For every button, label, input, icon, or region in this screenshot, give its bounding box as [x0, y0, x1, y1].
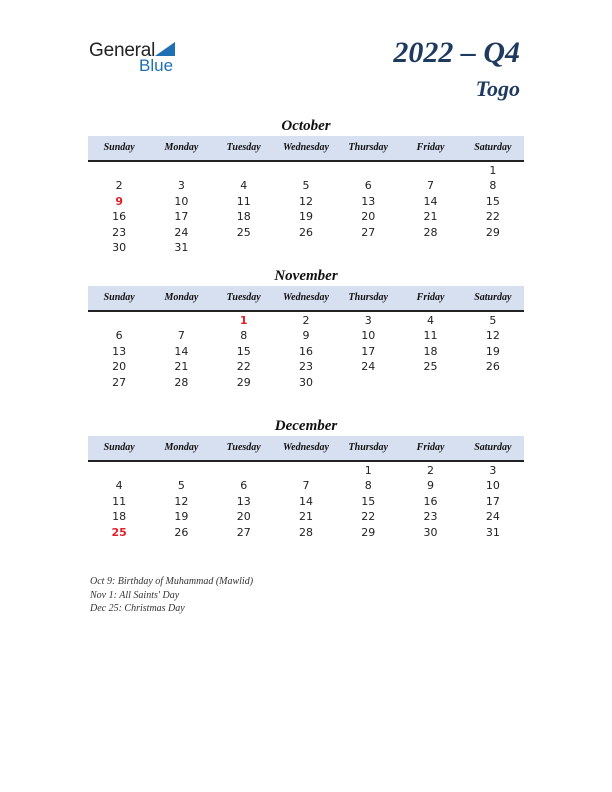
date-cell: 13 — [236, 494, 251, 508]
date-cell: 10 — [361, 329, 376, 343]
date-cell: 12 — [174, 494, 189, 508]
date-cell: 1 — [489, 164, 497, 177]
date-cell: 16 — [423, 494, 438, 508]
week-row — [88, 194, 524, 209]
weekday-label: Wednesday — [283, 142, 329, 153]
date-cell: 16 — [298, 344, 313, 358]
month-calendar-october — [88, 116, 524, 255]
page-title: 2022 – Q4 — [393, 36, 520, 69]
weekday-label: Sunday — [103, 292, 135, 303]
date-cell — [462, 240, 524, 255]
date-cell: 22 — [361, 510, 376, 524]
date-cell: 31 — [174, 240, 189, 254]
date-cell: 21 — [423, 210, 438, 224]
date-cell: 22 — [236, 360, 251, 374]
week-row — [88, 178, 524, 193]
weekday-label: Friday — [416, 442, 445, 453]
date-cell: 5 — [489, 314, 497, 327]
month-calendar-december — [88, 416, 524, 540]
week-row — [88, 240, 524, 255]
date-cell: 11 — [423, 329, 438, 343]
date-cell: 18 — [112, 510, 127, 524]
date-cell: 26 — [485, 360, 500, 374]
date-cell — [150, 163, 212, 178]
date-cell: 9 — [427, 479, 435, 493]
week-row — [88, 225, 524, 240]
holiday-note: Oct 9: Birthday of Muhammad (Mawlid) — [90, 576, 254, 587]
week-row — [88, 209, 524, 224]
weekday-label: Saturday — [474, 292, 512, 303]
date-cell: 14 — [298, 494, 313, 508]
date-cell: 17 — [361, 344, 376, 358]
weekday-label: Friday — [416, 142, 445, 153]
month-title: December — [274, 418, 338, 434]
date-cell: 5 — [177, 479, 185, 493]
date-cell: 11 — [112, 494, 127, 508]
date-cell: 10 — [174, 194, 189, 208]
date-cell: 29 — [236, 375, 251, 389]
date-cell — [399, 375, 461, 390]
date-cell: 28 — [298, 525, 313, 539]
weekday-label: Tuesday — [226, 292, 261, 303]
weekday-label: Friday — [416, 292, 445, 303]
date-cell: 17 — [485, 494, 500, 508]
date-cell: 30 — [298, 375, 313, 389]
date-cell: 31 — [485, 525, 500, 539]
date-cell: 7 — [427, 179, 435, 193]
date-cell: 5 — [302, 179, 310, 193]
weekday-label: Saturday — [474, 142, 512, 153]
date-cell: 29 — [485, 225, 500, 239]
holiday-notes — [90, 575, 253, 616]
date-cell: 20 — [112, 360, 127, 374]
date-cell: 10 — [485, 479, 500, 493]
weekday-label: Monday — [164, 142, 199, 153]
holiday-note: Dec 25: Christmas Day — [90, 603, 185, 615]
date-cell: 19 — [298, 210, 313, 224]
holiday-note: Nov 1: All Saints' Day — [90, 589, 180, 601]
date-cell: 8 — [364, 479, 372, 493]
date-cell: 14 — [174, 344, 189, 358]
date-cell: 4 — [427, 314, 435, 327]
date-cell: 23 — [298, 360, 313, 374]
date-cell: 1 — [364, 464, 372, 477]
date-cell — [337, 240, 399, 255]
date-cell — [462, 375, 524, 390]
date-cell: 12 — [298, 194, 313, 208]
week-row — [88, 344, 524, 359]
date-cell — [150, 313, 212, 328]
date-cell: 2 — [115, 179, 123, 193]
weekday-header-row — [88, 436, 524, 462]
date-cell: 7 — [302, 479, 310, 493]
date-cell: 7 — [177, 329, 185, 343]
date-cell: 3 — [489, 464, 497, 477]
month-title: November — [274, 268, 338, 284]
date-cell: 6 — [115, 329, 123, 343]
date-cell: 27 — [236, 525, 251, 539]
date-cell — [213, 463, 275, 478]
weekday-label: Wednesday — [283, 292, 329, 303]
weekday-header-row — [88, 286, 524, 312]
date-cell: 27 — [361, 225, 376, 239]
weekday-label: Monday — [164, 292, 199, 303]
general-blue-logo — [89, 40, 189, 76]
date-cell — [213, 163, 275, 178]
weekday-label: Sunday — [103, 142, 135, 153]
date-cell: 17 — [174, 210, 189, 224]
date-cell — [337, 375, 399, 390]
date-cell — [399, 240, 461, 255]
date-cell: 4 — [115, 479, 123, 493]
week-row — [88, 509, 524, 524]
month-calendar-november — [88, 266, 524, 390]
date-cell — [399, 163, 461, 178]
date-cell: 30 — [112, 240, 127, 254]
date-cell: 18 — [423, 344, 438, 358]
date-cell: 23 — [112, 225, 127, 239]
date-cell: 11 — [236, 194, 251, 208]
date-cell: 24 — [174, 225, 189, 239]
week-row — [88, 313, 524, 328]
date-cell: 28 — [174, 375, 189, 389]
date-cell: 24 — [485, 510, 500, 524]
logo-text-general: General — [89, 40, 156, 61]
date-cell: 15 — [361, 494, 376, 508]
holiday-date-cell: 9 — [115, 194, 123, 208]
date-cell: 23 — [423, 510, 438, 524]
date-cell: 8 — [240, 329, 248, 343]
date-cell: 2 — [427, 464, 435, 477]
holiday-date-cell: 25 — [111, 525, 127, 539]
weekday-label: Thursday — [348, 442, 388, 453]
date-cell: 26 — [174, 525, 189, 539]
week-row — [88, 328, 524, 343]
week-row — [88, 525, 524, 540]
date-cell — [275, 163, 337, 178]
date-cell — [88, 463, 150, 478]
date-cell — [88, 163, 150, 178]
weekday-label: Tuesday — [226, 142, 261, 153]
weekday-label: Thursday — [348, 142, 388, 153]
date-cell: 15 — [485, 194, 500, 208]
date-cell: 14 — [423, 194, 438, 208]
weekday-label: Wednesday — [283, 442, 329, 453]
date-cell: 15 — [236, 344, 251, 358]
date-cell: 12 — [485, 329, 500, 343]
week-row — [88, 359, 524, 374]
date-cell: 20 — [361, 210, 376, 224]
week-row — [88, 478, 524, 493]
weekday-header-row — [88, 136, 524, 162]
week-row — [88, 494, 524, 509]
date-cell: 8 — [489, 179, 497, 193]
date-cell — [337, 163, 399, 178]
logo-text-blue: Blue — [139, 56, 174, 75]
weekday-label: Sunday — [103, 442, 135, 453]
date-cell: 6 — [240, 479, 248, 493]
weekday-label: Saturday — [474, 442, 512, 453]
date-cell: 29 — [361, 525, 376, 539]
logo-triangle-icon — [155, 42, 175, 56]
date-cell: 19 — [485, 344, 500, 358]
month-title: October — [281, 118, 331, 134]
date-cell: 18 — [236, 210, 251, 224]
weekday-label: Tuesday — [226, 442, 261, 453]
date-cell: 25 — [423, 360, 438, 374]
date-cell: 25 — [236, 225, 251, 239]
date-cell — [275, 463, 337, 478]
weekday-label: Monday — [164, 442, 199, 453]
date-cell: 28 — [423, 225, 438, 239]
date-cell: 16 — [112, 210, 127, 224]
date-cell: 6 — [364, 179, 372, 193]
week-row — [88, 463, 524, 478]
date-cell: 30 — [423, 525, 438, 539]
date-cell: 26 — [298, 225, 313, 239]
date-cell: 22 — [485, 210, 500, 224]
date-cell: 21 — [174, 360, 189, 374]
holiday-date-cell: 1 — [239, 314, 248, 327]
country-name: Togo — [475, 76, 520, 101]
date-cell: 24 — [361, 360, 376, 374]
date-cell: 3 — [177, 179, 185, 193]
date-cell: 9 — [302, 329, 310, 343]
date-cell — [275, 240, 337, 255]
weekday-label: Thursday — [348, 292, 388, 303]
date-cell — [88, 313, 150, 328]
date-cell: 13 — [361, 194, 376, 208]
date-cell: 3 — [364, 314, 372, 327]
date-cell: 20 — [236, 510, 251, 524]
week-row — [88, 163, 524, 178]
date-cell — [213, 240, 275, 255]
date-cell: 27 — [112, 375, 127, 389]
date-cell: 19 — [174, 510, 189, 524]
date-cell: 2 — [302, 314, 310, 327]
week-row — [88, 375, 524, 390]
date-cell: 13 — [112, 344, 127, 358]
date-cell — [150, 463, 212, 478]
date-cell: 4 — [240, 179, 248, 193]
date-cell: 21 — [298, 510, 313, 524]
